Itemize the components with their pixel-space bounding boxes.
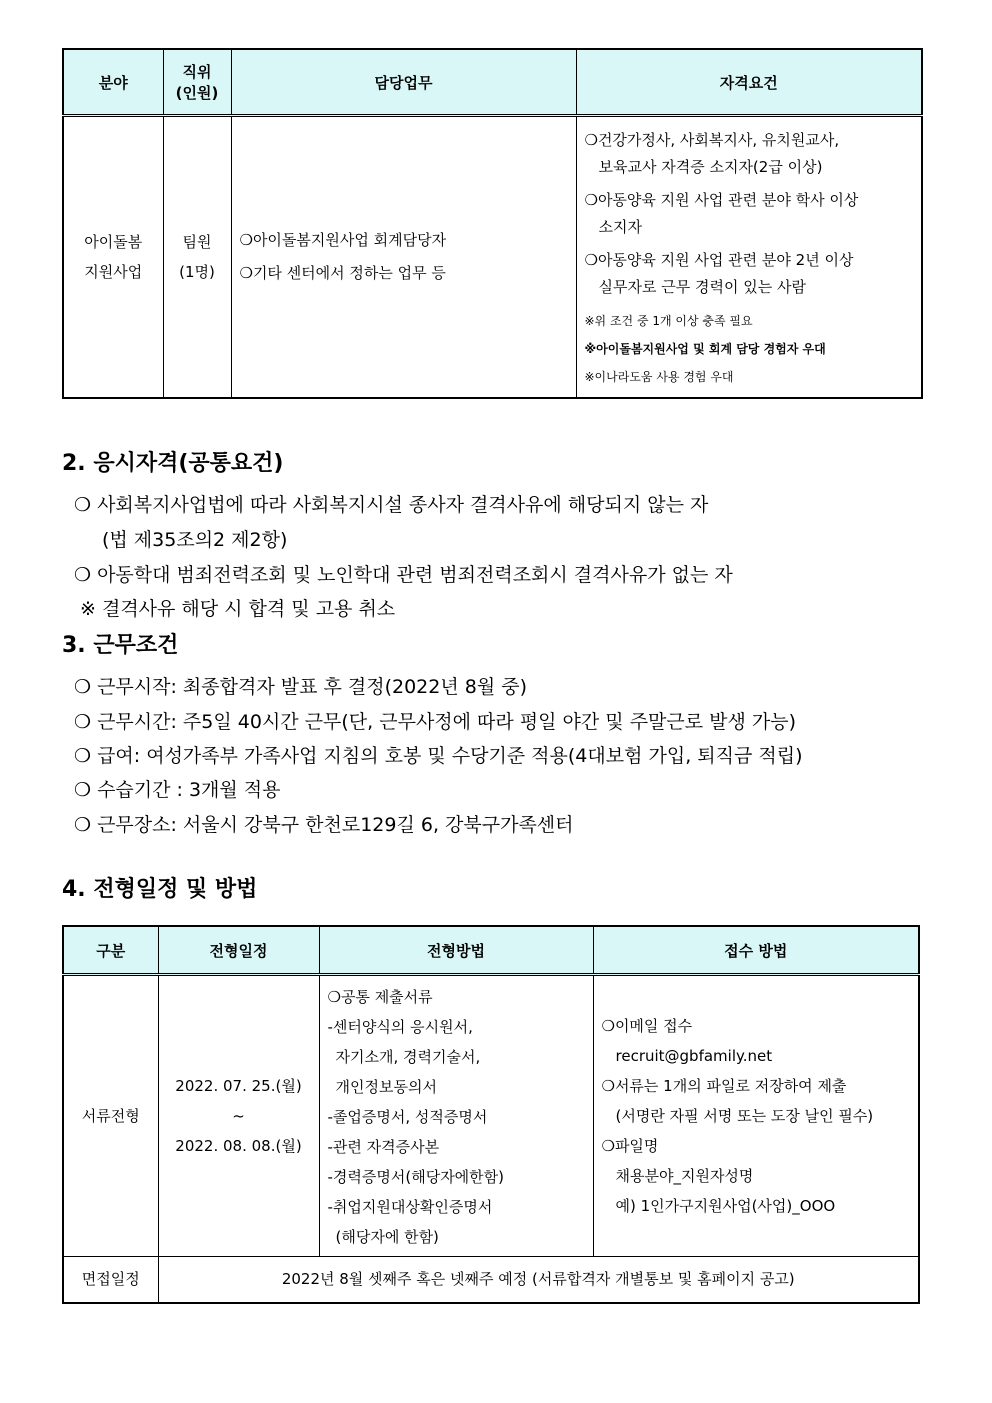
qualification-line: ❍아동양육 지원 사업 관련 분야 학사 이상 <box>584 191 859 209</box>
qualification-item <box>585 187 916 241</box>
schedule-cell <box>158 975 319 1257</box>
qualification-line: ❍아동양육 지원 사업 관련 분야 2년 이상 <box>584 251 854 269</box>
method-line: ❍공통 제출서류 <box>327 988 433 1006</box>
document-screening-row <box>63 975 919 1257</box>
receipt-line: ❍이메일 접수 <box>601 1017 693 1035</box>
qualification-line: 보육교사 자격증 소지자(2급 이상) <box>598 158 823 176</box>
position-table-row <box>63 116 922 399</box>
position-table <box>62 48 923 399</box>
receipt-line: 예) 1인가구지원사업(사업)_OOO <box>615 1197 836 1215</box>
header-qualification: 자격요건 <box>576 49 922 116</box>
schedule-separator: ~ <box>232 1107 245 1125</box>
category-cell: 서류전형 <box>63 975 158 1257</box>
header-receipt: 접수 방법 <box>593 926 919 975</box>
header-position <box>163 49 231 116</box>
duty-cell <box>231 116 576 399</box>
section-2-title: 2. 응시자격(공통요건) <box>62 451 284 476</box>
position-cell <box>163 116 231 399</box>
section-3-title: 3. 근무조건 <box>62 633 179 658</box>
work-condition-item: ❍ 근무장소: 서울시 강북구 한천로129길 6, 강북구가족센터 <box>74 814 574 836</box>
work-condition-item: ❍ 급여: 여성가족부 가족사업 지침의 호봉 및 수당기준 적용(4대보험 가입, 퇴직금 적립) <box>74 745 803 767</box>
eligibility-note: ※ 결격사유 해당 시 합격 및 고용 취소 <box>80 598 396 620</box>
header-category: 구분 <box>63 926 158 975</box>
position-table-header <box>63 49 922 116</box>
header-method: 전형방법 <box>319 926 593 975</box>
qualification-item <box>585 127 916 181</box>
receipt-line: 채용분야_지원자성명 <box>615 1167 754 1185</box>
receipt-email: recruit@gbfamily.net <box>615 1047 773 1065</box>
qualification-note: ※이나라도움 사용 경험 우대 <box>584 370 734 384</box>
method-line: (해당자에 한함) <box>335 1228 439 1246</box>
header-schedule: 전형일정 <box>158 926 319 975</box>
method-line: 개인정보동의서 <box>335 1078 437 1096</box>
qualification-item <box>585 247 916 301</box>
duty-item: ❍기타 센터에서 정하는 업무 등 <box>239 264 446 282</box>
interview-category-cell: 면접일정 <box>63 1257 158 1303</box>
method-line: -관련 자격증사본 <box>327 1138 440 1156</box>
method-line: -경력증명서(해당자에한함) <box>327 1168 505 1186</box>
interview-row <box>63 1257 919 1303</box>
header-duty: 담당업무 <box>231 49 576 116</box>
position-line1: 팀원 <box>182 233 212 251</box>
position-line2: (1명) <box>179 263 215 281</box>
header-field: 분야 <box>63 49 163 116</box>
duty-item: ❍아이돌봄지원사업 회계담당자 <box>239 231 447 249</box>
receipt-line: ❍서류는 1개의 파일로 저장하여 제출 <box>601 1077 847 1095</box>
eligibility-item-sub: (법 제35조의2 제2항) <box>102 529 288 551</box>
schedule-table-header <box>63 926 919 975</box>
schedule-table <box>62 925 920 1304</box>
method-cell <box>319 975 593 1257</box>
header-position-line2: (인원) <box>175 84 219 102</box>
work-condition-item: ❍ 수습기간 : 3개월 적용 <box>74 779 281 801</box>
field-line1: 아이돌봄 <box>84 233 143 251</box>
method-line: -센터양식의 응시원서, <box>327 1018 473 1036</box>
qualification-line: 실무자로 근무 경력이 있는 사람 <box>598 278 806 296</box>
work-condition-item: ❍ 근무시간: 주5일 40시간 근무(단, 근무사정에 따라 평일 야간 및 주말근로 발생 가능) <box>74 711 797 733</box>
qualification-line: 소지자 <box>598 218 642 236</box>
work-condition-item: ❍ 근무시작: 최종합격자 발표 후 결정(2022년 8월 중) <box>74 676 527 698</box>
field-line2: 지원사업 <box>84 263 143 281</box>
field-cell <box>63 116 163 399</box>
qualification-note: ※위 조건 중 1개 이상 충족 필요 <box>584 314 753 328</box>
schedule-start: 2022. 07. 25.(월) <box>175 1077 302 1095</box>
header-position-line1: 직위 <box>182 63 212 81</box>
section-4-title: 4. 전형일정 및 방법 <box>62 877 258 902</box>
receipt-line: (서명란 자필 서명 또는 도장 날인 필수) <box>615 1107 874 1125</box>
interview-schedule-cell: 2022년 8월 셋째주 혹은 넷째주 예정 (서류합격자 개별통보 및 홈페이지 공고) <box>158 1257 919 1303</box>
method-line: -취업지원대상확인증명서 <box>327 1198 493 1216</box>
qualification-note-preferred: ※아이돌봄지원사업 및 회계 담당 경험자 우대 <box>584 342 826 356</box>
schedule-end: 2022. 08. 08.(월) <box>175 1137 302 1155</box>
qualification-cell <box>576 116 922 399</box>
qualification-line: ❍건강가정사, 사회복지사, 유치원교사, <box>584 131 840 149</box>
eligibility-item: ❍ 아동학대 범죄전력조회 및 노인학대 관련 범죄전력조회시 결격사유가 없는 자 <box>74 564 733 586</box>
receipt-line: ❍파일명 <box>601 1137 659 1155</box>
receipt-cell <box>593 975 919 1257</box>
method-line: -졸업증명서, 성적증명서 <box>327 1108 488 1126</box>
method-line: 자기소개, 경력기술서, <box>335 1048 481 1066</box>
eligibility-item: ❍ 사회복지사업법에 따라 사회복지시설 종사자 결격사유에 해당되지 않는 자 <box>74 494 709 516</box>
